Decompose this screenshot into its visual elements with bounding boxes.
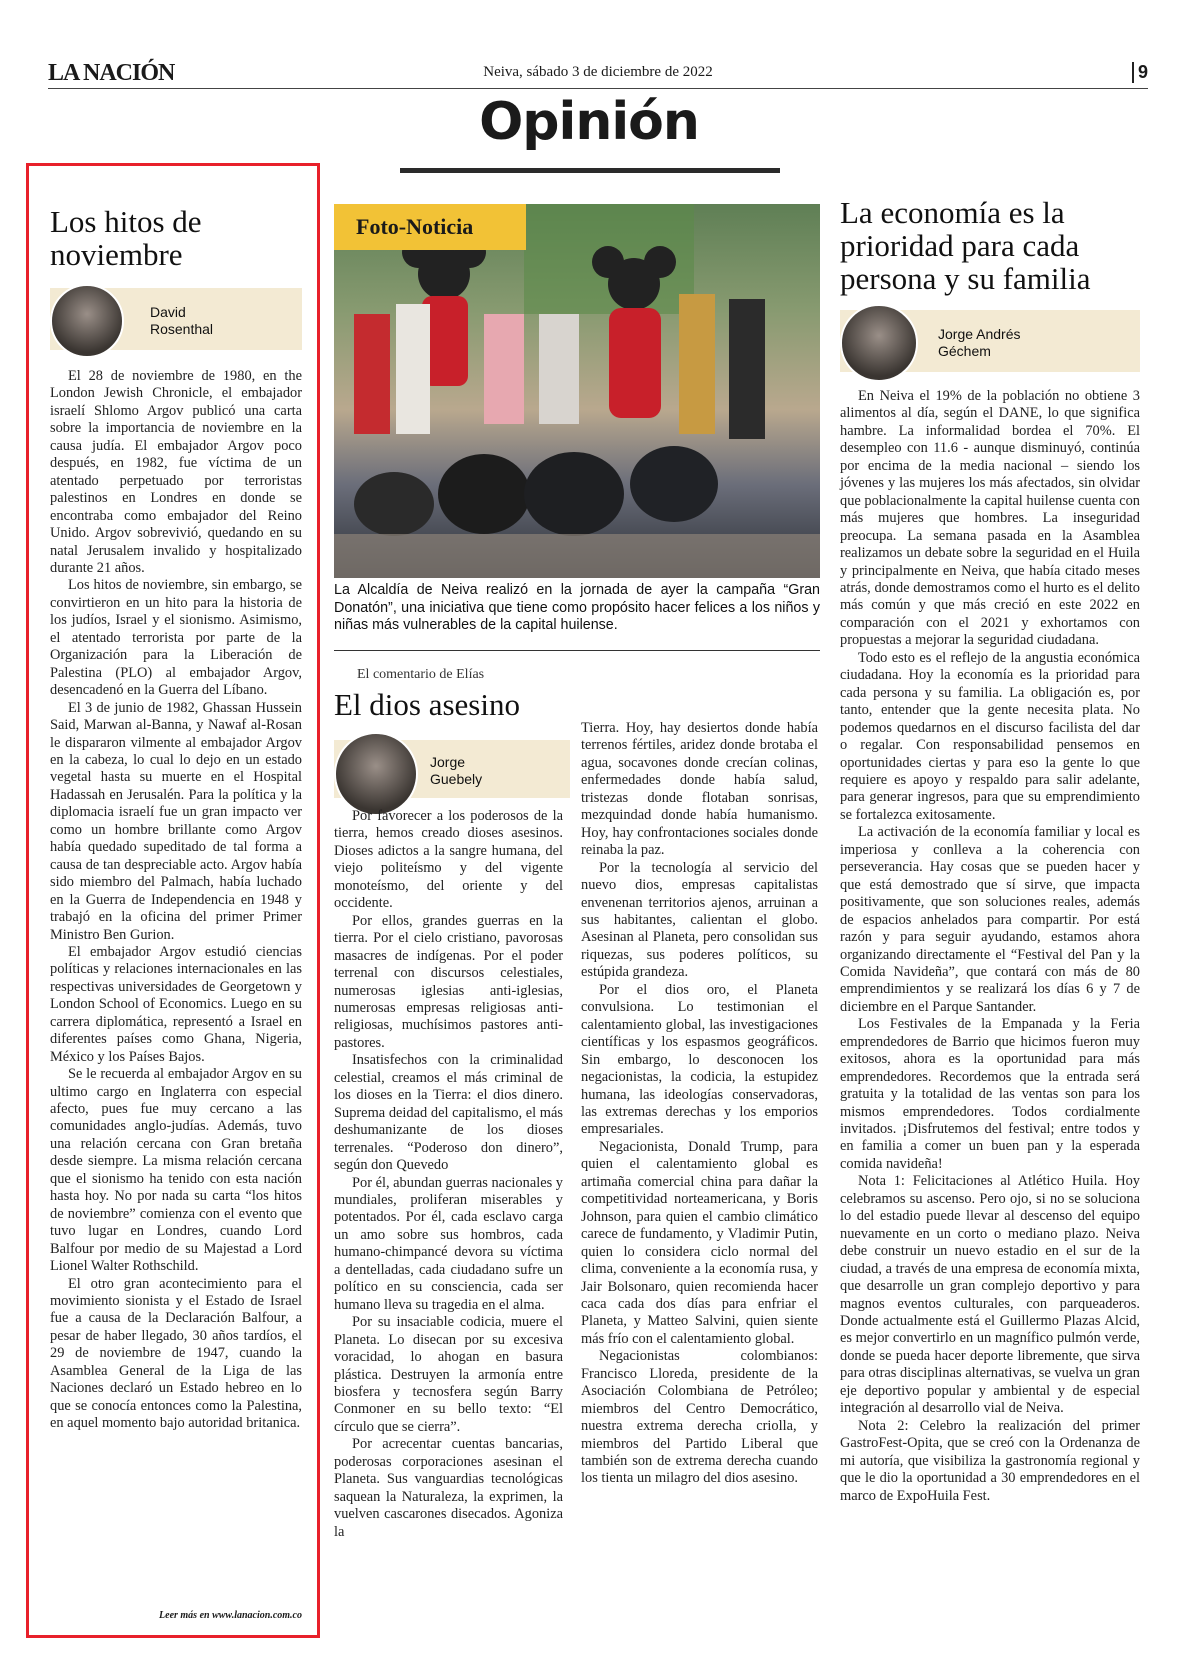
paragraph: Se le recuerda al embajador Argov en su ultimo cargo en Inglaterra con especial afecto, pues fue muy cercano a las comunidades anglo-judías. Además, tuvo una relación cercana con Gran bretaña desde siempre. La misma relación cercana que el sionismo ha tenido con esta nación hasta hoy. No por nada su carta “los hitos de noviembre” comienza con el evento que tuvo lugar en Londres, cuando Lord Balfour por medio de su Majestad a Lord Lionel Walter Rothschild. xyxy=(50,1066,302,1275)
right-article-headline: La economía es la prioridad para cada persona y su familia xyxy=(840,195,1091,296)
author-name: Jorge Guebely xyxy=(430,754,483,787)
paragraph: Negacionista, Donald Trump, para quien el calentamiento global es artimaña comercial china para dañar la competitividad norteamericana, y Boris Johnson, para quien el cambio climático carece de fundamento, y Vladimir Putin, quien lo considera ciclo normal del clima, conveniente a la economía rusa, y Jair Bolsonaro, quien recomienda hacer caca cada dos días para enfriar el Planeta, y Matteo Salvini, quien siente más frío con el calentamiento global. xyxy=(581,1138,818,1347)
paragraph: Insatisfechos con la criminalidad celestial, creamos el más criminal de los dioses en la Tierra: el dios dinero. Suprema deidad del capitalismo, el más deshumanizante de los dioses terrenales. “Poderoso don dinero”, según don Quevedo xyxy=(334,1052,563,1174)
paragraph: Negacionistas colombianos: Francisco Lloreda, presidente de la Asociación Colombiana de Petróleo; miembros del Centro Democrático, nuestra extrema derecha criolla, y miembros del Partido Liberal que también son de extrema derecha cuando los tienta un milagro del dios asesino. xyxy=(581,1348,818,1487)
paragraph: Por el dios oro, el Planeta convulsiona. Lo testimonian el calentamiento global, las investigaciones científicas y los espasmos geográficos. Sin embargo, lo desconocen los negacionistas, la codicia, la estupidez humana, las ideologías conservadoras, las extremas derechas y los emporios empresariales. xyxy=(581,981,818,1138)
column-kicker: El comentario de Elías xyxy=(357,667,485,682)
paragraph: El embajador Argov estudió ciencias políticas y relaciones internacionales en las respectivas universidades de Georgetown y London School of Economics. Luego en su carrera diplomática, representó a Israel en diferentes países como Ghana, Nigeria, México y los Países Bajos. xyxy=(50,943,302,1065)
paragraph: Los hitos de noviembre, sin embargo, se convirtieron en un hito para la historia de los judíos, Israel y el sionismo. Asimismo, el atentado terrorista por parte de la Organización para la Liberación de Palestina (PLO) al embajador Argov, desencadenó en la Guerra del Líbano. xyxy=(50,577,302,699)
news-photo xyxy=(334,204,820,578)
dateline: Neiva, sábado 3 de diciembre de 2022 xyxy=(483,64,713,80)
paragraph: Por ellos, grandes guerras en la tierra. Por el cielo cristiano, pavorosas masacres de indígenas. Por el poder terrenal con discursos celestiales, numerosas iglesias anti-iglesias, numerosas empresas religiosas anti-religiosas, muchísimos pastores anti-pastores. xyxy=(334,912,563,1051)
section-divider xyxy=(400,168,780,173)
author-photo xyxy=(840,304,918,382)
paragraph: El 28 de noviembre de 1980, en the London Jewish Chronicle, el embajador israelí Shlomo Argov publicó una carta sobre la importancia de noviembre en la causa judía. El embajador Argov poco después, en 1982, fue víctima de un atentado perpetuado por terroristas palestinos en Londres en donde se encontraba como embajador del Reino Unido. Argov sobrevivió, quedando en su natal Jerusalem invalido y hospitalizado durante 21 años. xyxy=(50,368,302,576)
paragraph: Por favorecer a los poderosos de la tierra, hemos creado dioses asesinos. Dioses adictos a la sangre humana, del viejo politeísmo y del vigente monoteísmo, del oriente y del occidente. xyxy=(334,808,563,912)
right-author-box xyxy=(840,310,1140,372)
newspaper-logo: LA NACIÓN xyxy=(48,60,175,86)
paragraph: Por él, abundan guerras nacionales y mundiales, proliferan miserables y potentados. Por él, cada esclavo carga un amo sobre sus hombros, cada humano-chimpancé devora su víctima a dentelladas, cada ciudadano sufre un político en su consciencia, cada ser humano lleva su tragedia en el alma. xyxy=(334,1174,563,1313)
paragraph: Nota 1: Felicitaciones al Atlético Huila. Hoy celebramos su ascenso. Pero ojo, si no se soluciona lo del estadio puede llevar al descenso del equipo nuevamente en un corto o mediano plazo. Neiva debe construir un nuevo estadio en el sur de la ciudad, a través de una empresa de economía mixta, que desarrolle un gran complejo deportivo y para magnos eventos culturales, con parqueaderos. Donde actualmente está el Guillermo Plazas Alcid, es mejor convertirlo en un magnífico pulmón verde, donde se pueda hacer deporte libremente, que sirva para otras disciplinas alternativas, se vuelva un gran eje deportivo popular y ambiental y de especial integración al desarrollo vial de Neiva. xyxy=(840,1173,1140,1417)
paragraph: Nota 2: Celebro la realización del primer GastroFest-Opita, que se creó con la Ordenanza de mi autoría, que visibiliza la gastronomía regional y que le dio la oportunidad a 30 emprendedores en el marco de ExpoHuila Fest. xyxy=(840,1417,1140,1504)
paragraph: Todo esto es el reflejo de la angustia económica ciudadana. Hoy la economía es la prioridad para cada persona y su familia. La obligación es, por tanto, entender que la gente necesita plata. No podemos quedarnos en el discurso facilista del dar o regalar. Con responsabilidad pensemos en oportunidades ciertas y para eso la gente lo que requiere es apoyo y respaldo para salir adelante, para generar ingresos, para que su emprendimiento se fortalezca exitosamente. xyxy=(840,649,1140,823)
foto-noticia-label: Foto-Noticia xyxy=(334,204,526,250)
paragraph: Por su insaciable codicia, muere el Planeta. Lo disecan por su excesiva voracidad, lo ahogan en basura plástica. Destruyen la armonía entre biosfera y tecnosfera según Barry Conmoner en su bello texto: “El círculo que se cierra”. xyxy=(334,1314,563,1435)
author-photo xyxy=(334,732,418,816)
masthead xyxy=(48,58,1148,89)
paragraph: Tierra. Hoy, hay desiertos donde había terrenos fértiles, aridez donde brotaba el agua, socavones donde crecían colinas, enfermedades donde había salud, tristezas donde flotaban sonrisas, mezquindad donde había humanismo. Hoy, hay confrontaciones sociales donde reinaba la paz. xyxy=(581,720,818,859)
author-name: David Rosenthal xyxy=(150,304,214,337)
read-more-link[interactable]: Leer más en www.lanacion.com.co xyxy=(159,1610,302,1621)
photo-caption: La Alcaldía de Neiva realizó en la jornada de ayer la campaña “Gran Donatón”, una iniciativa que tiene como propósito hacer felices a los niños y niñas más vulnerables de la capital huilense. xyxy=(334,582,820,633)
paragraph: Los Festivales de la Empanada y la Feria emprendedores de Barrio que hicimos fueron muy exitosos, ahora es la oportunidad para más emprendedores. Recordemos que la entrada será gratuita y la totalidad de las ventas son para los mismos emprendedores. Todos cordialmente invitados. ¡Disfrutemos del festival; entre todos y en familia a comer un buen pan y la esperada comida navideña! xyxy=(840,1016,1140,1172)
middle-article-col1 xyxy=(334,808,563,1541)
right-article-body xyxy=(840,388,1140,1505)
photo-illustration xyxy=(334,204,820,578)
middle-author-box xyxy=(334,740,570,798)
left-author-box xyxy=(50,288,302,350)
paragraph: Por la tecnología al servicio del nuevo dios, empresas capitalistas envenenan territorios ajenos, arruinan a sus habitantes, calientan el globo. Asesinan al Planeta, pero consolidan sus riquezas, sus poderes políticos, su estúpida grandeza. xyxy=(581,859,818,981)
middle-article-headline: El dios asesino xyxy=(334,687,520,722)
paragraph: La activación de la economía familiar y local es imperiosa y conlleva a la coherencia con perseverancia. Hay cosas que se pueden hacer y que está demostrado que sí sirve, que impacta positivamente, que son soluciones reales, además de espacios anhelados para compartir. Por está razón y para seguir ayudando, estamos ahora organizando directamente el “Festival del Pan y la Comida Navideña”, que contará con más de 80 emprendimientos y se realizará los días 6 y 7 de diciembre en el Parque Santander. xyxy=(840,824,1140,1015)
paragraph: El otro gran acontecimiento para el movimiento sionista y el Estado de Israel fue a causa de la Declaración Balfour, a pesar de haber llegado, 30 años tardíos, el 29 de noviembre de 1947, cuando la Asamblea General de la Liga de las Naciones declaró un Estado hebreo en lo que se conocía entonces como la Palestina, en aquel momento bajo autoridad britanica. xyxy=(50,1275,302,1432)
author-photo xyxy=(50,284,124,358)
paragraph: Por acrecentar cuentas bancarias, poderosas corporaciones asesinan el Planeta. Sus vanguardias tecnológicas saquean la Naturaleza, la exprimen, la vuelven cascarones disecados. Agoniza la xyxy=(334,1436,563,1540)
left-article-headline: Los hitos de noviembre xyxy=(50,204,202,272)
page-number: 9 xyxy=(1132,62,1148,83)
author-name: Jorge Andrés Géchem xyxy=(938,326,1021,359)
section-title: Opinión xyxy=(479,92,699,152)
paragraph: En Neiva el 19% de la población no obtiene 3 alimentos al día, según el DANE, lo que significa hambre. La informalidad bordea el 70%. El desempleo con 11.6 - aunque disminuyó, continúa por encima de la media nacional – siendo los jóvenes y las mujeres los más afectados, sin olvidar que poblacionalmente la capital huilense cuenta con más mujeres que hombres. La inseguridad preocupa. La semana pasada en la Asamblea realizamos un debate sobre la seguridad en el Huila y principalmente en Neiva, que había citado meses atrás, donde demostramos como el hurto es el delito más común y que más creció en este 2022 en comparación con el 2021 y exhortamos con propuestas a mejorar la seguridad ciudadana. xyxy=(840,388,1140,649)
paragraph: El 3 de junio de 1982, Ghassan Hussein Said, Marwan al-Banna, y Nawaf al-Rosan le dispararon vilmente al embajador Argov en la cabeza, lo cual lo dejo en un estado vegetal hasta su muerte en el Hospital Hadassah en Jerusalén. Para la política y la diplomacia israelí fue un gran impacto ver como un hombre brillante como Argov había quedado supeditado de tal forma a causa de tan despreciable acto. Argov había sido miembro del Palmach, había luchado en la Guerra de Independencia en 1948 y trabajó en la oficina del primer Primer Ministro Ben Gurion. xyxy=(50,699,302,943)
left-article-body xyxy=(50,368,302,1433)
caption-divider xyxy=(334,650,820,651)
middle-article-col2 xyxy=(581,720,818,1488)
